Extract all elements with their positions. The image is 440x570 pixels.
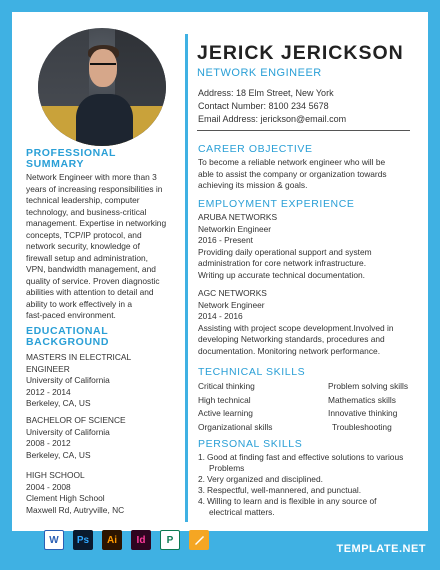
education-item: HIGH SCHOOL 2004 - 2008 Clement High School Maxwell Rd, Autryville, NC: [26, 470, 125, 515]
job-entry: AGC NETWORKS Network Engineer 2014 - 2016 Assisting with project scope development.Involved in developing Networking standards, procedures and documentation. Monitoring network performance.: [198, 288, 394, 356]
word-icon[interactable]: W: [44, 530, 64, 550]
summary-heading: PROFESSIONAL SUMMARY: [26, 147, 117, 170]
list-item: 2. Very organized and disciplined.: [198, 474, 323, 484]
list-item: High technical Mathematics skills: [198, 394, 396, 405]
education-heading: EDUCATIONAL BACKGROUND: [26, 325, 109, 348]
pages-icon[interactable]: [189, 530, 209, 550]
list-item: 1. Good at finding fast and effective solutions to various Problems: [198, 452, 404, 473]
summary-text: Network Engineer with more than 3 years of increasing responsibilities in technical leadership, computer technology, and business-critical management. Expertise in networking concepts, TCP/IP protocol, and network security, knowledge of firewall setup and administration, VPN, bandwidth management, and quality of service. Proven diagnostic abilities with attention to detail and ability to work effectively in a fast-paced environment.: [26, 172, 167, 320]
list-item: Organizational skills Troubleshooting: [198, 422, 392, 433]
list-item: Critical thinking Problem solving skills: [198, 381, 409, 391]
education-item: MASTERS IN ELECTRICAL ENGINEER University of California 2012 - 2014 Berkeley, CA, US: [26, 352, 132, 408]
profile-photo: [38, 28, 166, 146]
contact-block: [198, 87, 346, 126]
personal-skills-heading: PERSONAL SKILLS: [198, 438, 303, 450]
contact-phone: Contact Number: 8100 234 5678: [198, 101, 329, 111]
header-divider: [197, 130, 410, 131]
employment-heading: EMPLOYMENT EXPERIENCE: [198, 198, 355, 210]
list-item: 4. Willing to learn and is flexible in any source of electrical matters.: [198, 496, 377, 517]
education-item: BACHELOR OF SCIENCE University of California 2008 - 2012 Berkeley, CA, US: [26, 415, 126, 460]
illustrator-icon[interactable]: Ai: [102, 530, 122, 550]
photoshop-icon[interactable]: Ps: [73, 530, 93, 550]
career-heading: CAREER OBJECTIVE: [198, 143, 313, 155]
list-item: 3. Respectful, well-mannered, and punctual.: [198, 485, 362, 495]
technical-skills-heading: TECHNICAL SKILLS: [198, 366, 306, 378]
contact-email: Email Address: jerickson@email.com: [198, 114, 347, 124]
technical-skills-list: [198, 380, 413, 435]
vertical-divider: [185, 34, 188, 522]
contact-address: Address: 18 Elm Street, New York: [198, 88, 334, 98]
format-icons: [44, 530, 209, 550]
publisher-icon[interactable]: P: [160, 530, 180, 550]
brand-logo: TEMPLATE.NET: [336, 543, 426, 555]
list-item: Active learning Innovative thinking: [198, 408, 398, 419]
job-entry: ARUBA NETWORKS Networkin Engineer 2016 - Present Providing daily operational support and system administration for core network infrastructure. Writing up accurate technical documentation.: [198, 212, 372, 280]
personal-skills-list: [198, 452, 416, 518]
candidate-name: JERICK JERICKSON: [197, 42, 404, 64]
career-text: To become a reliable network engineer who will be able to assist the company or organization towards achieving its mission & goals.: [198, 157, 387, 190]
indesign-icon[interactable]: Id: [131, 530, 151, 550]
candidate-title: NETWORK ENGINEER: [197, 67, 322, 79]
